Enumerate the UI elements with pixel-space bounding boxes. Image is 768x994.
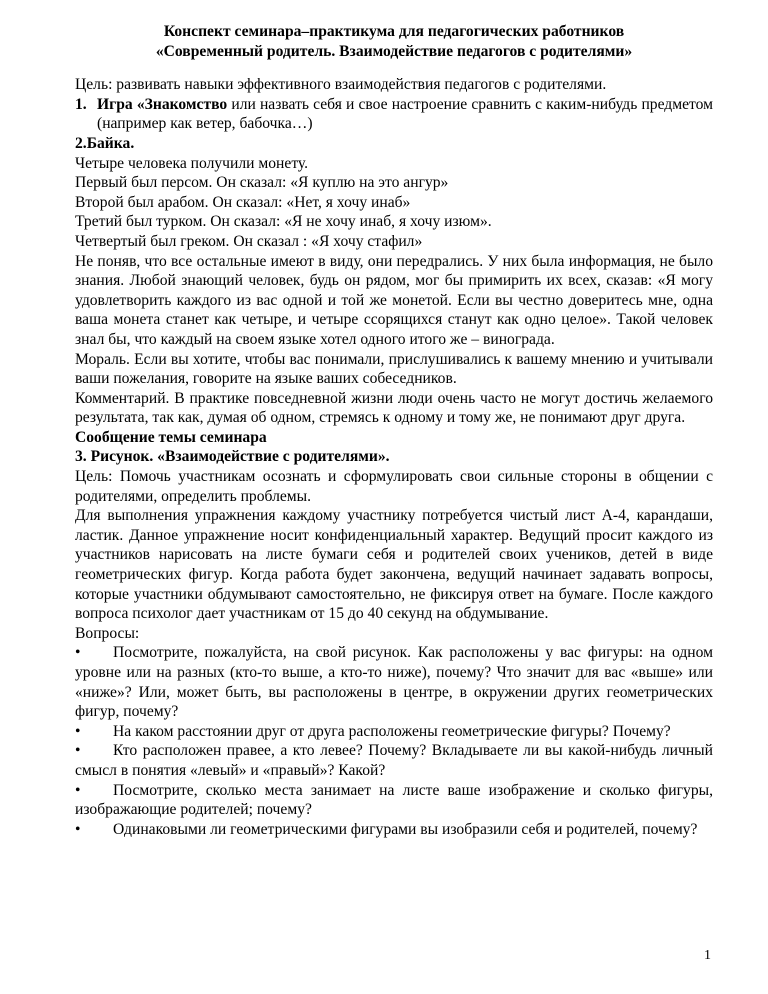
item-3-description: Для выполнения упражнения каждому участнику потребуется чистый лист А-4, карандаши, ластик. Данное упражнение носит конфиденциальный характер. Ведущий просит каждого из участников нарисовать на листе бумаги себя и родителей своих учеников, детей в виде геометрических фигур. Когда работа будет закончена, ведущий начинает задавать вопросы, которые участники обдумывают самостоятельно, не фиксируя ответ на бумаге. После каждого вопроса психолог дает участникам от 15 до 40 секунд на обдумывание.: [75, 507, 713, 623]
question-item: [75, 741, 713, 780]
question-item: [75, 781, 713, 820]
story-line: Четыре человека получили монету.: [75, 154, 309, 172]
bullet-icon: •: [75, 644, 81, 662]
goal-text: Цель: развивать навыки эффективного взаимодействия педагогов с родителями.: [75, 76, 607, 94]
story-line: Второй был арабом. Он сказал: «Нет, я хочу инаб»: [75, 193, 411, 211]
document-title-line-2: «Современный родитель. Взаимодействие педагогов с родителями»: [155, 42, 633, 60]
story-line: Третий был турком. Он сказал: «Я не хочу инаб, я хочу изюм».: [75, 213, 492, 231]
bullet-icon: •: [75, 742, 81, 760]
question-text: Кто расположен правее, а кто левее? Почему? Вкладываете ли вы какой-нибудь личный смысл в понятия «левый» и «правый»? Какой?: [75, 742, 713, 779]
question-item: [75, 820, 713, 840]
story-paragraph: Не поняв, что все остальные имеют в виду, они передрались. У них была информация, не было знания. Любой знающий человек, будь он рядом, мог бы примирить их всех, сказав: «Я могу удовлетворить каждого из вас одной и той же монетой. Если вы честно доверитесь мне, одна ваша монета станет как четыре, и четыре ссорящихся станут как одно целое». Такой человек знал бы, что каждый на своем языке хотел одного итого же – винограда.: [75, 252, 713, 348]
item-1-number: 1.: [75, 95, 87, 113]
item-1-rest: или назвать себя и свое настроение сравнить с каким-нибудь предметом (например как ветер, бабочка…): [97, 95, 713, 133]
item-1: [75, 95, 713, 134]
page-number: 1: [704, 948, 711, 963]
bullet-icon: •: [75, 722, 81, 740]
story-line: Четвертый был греком. Он сказал : «Я хочу стафил»: [75, 232, 423, 250]
bullet-icon: •: [75, 781, 81, 799]
question-text: Посмотрите, сколько места занимает на листе ваше изображение и сколько фигуры, изображающие родителей; почему?: [75, 781, 713, 819]
item-2-heading: 2.Байка.: [75, 134, 135, 152]
item-3-goal: Цель: Помочь участникам осознать и сформулировать свои сильные стороны в общении с родителями, определить проблемы.: [75, 468, 713, 505]
question-item: [75, 722, 713, 742]
item-3-heading: 3. Рисунок. «Взаимодействие с родителями».: [75, 448, 390, 466]
questions-label: Вопросы:: [75, 624, 140, 642]
question-text: На каком расстоянии друг от друга расположены геометрические фигуры? Почему?: [113, 722, 671, 740]
question-text: Одинаковыми ли геометрическими фигурами вы изобразили себя и родителей, почему?: [113, 820, 698, 838]
moral-paragraph: Мораль. Если вы хотите, чтобы вас понимали, прислушивались к вашему мнению и учитывали ваши пожелания, говорите на языке ваших собеседников.: [75, 350, 713, 388]
document-title-line-1: Конспект семинара–практикума для педагогических работников: [163, 23, 625, 40]
item-1-bold: Игра «Знакомство: [97, 95, 228, 113]
document-page: [75, 22, 713, 839]
item-1-text: [97, 95, 713, 134]
bullet-icon: •: [75, 820, 81, 838]
comment-paragraph: Комментарий. В практике повседневной жизни люди очень часто не могут достичь желаемого результата, так как, думая об одном, стремясь к одному и тому же, не понимают друг друга.: [75, 389, 713, 427]
question-item: [75, 643, 713, 721]
story-line: Первый был персом. Он сказал: «Я куплю на это ангур»: [75, 174, 449, 192]
question-text: Посмотрите, пожалуйста, на свой рисунок. Как расположены у вас фигуры: на одном уровне или на разных (кто-то выше, а кто-то ниже), почему? Что значит для вас «выше» или «ниже»? Или, может быть, вы расположены в центре, в окружении других геометрических фигур, почему?: [75, 644, 713, 721]
topic-heading: Сообщение темы семинара: [75, 428, 267, 446]
spacer: [75, 61, 713, 75]
